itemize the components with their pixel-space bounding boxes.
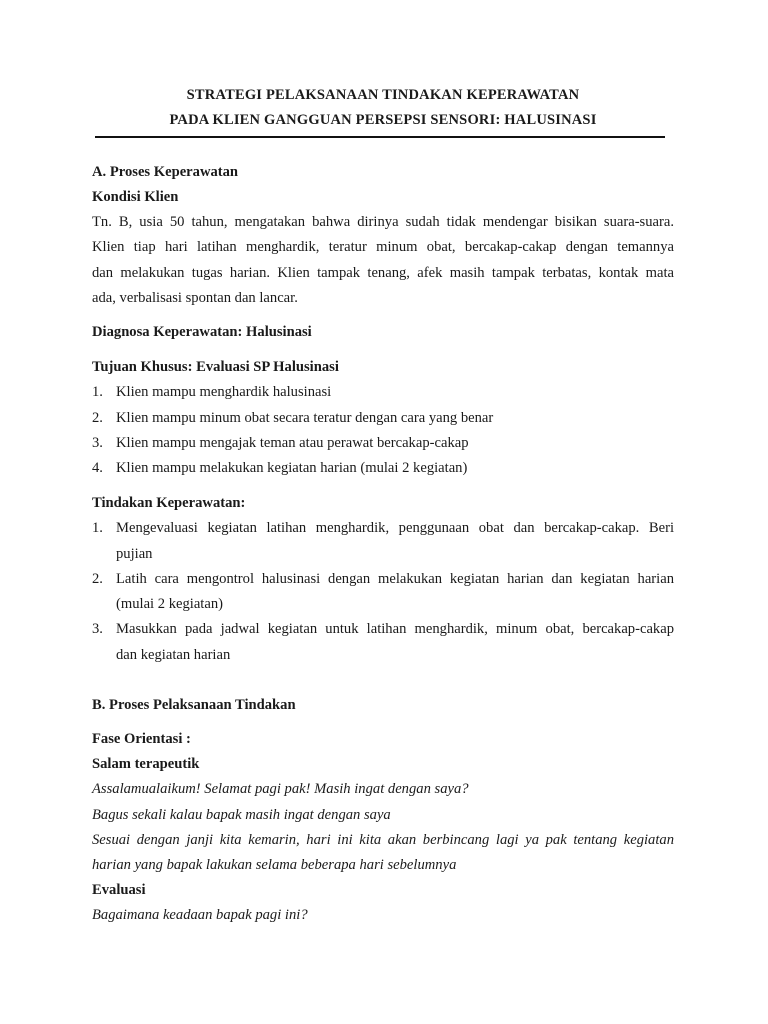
list-number: 2. <box>92 410 103 426</box>
tindakan-item-1-continuation: pujian <box>116 546 153 562</box>
list-item-text: Masukkan pada jadwal kegiatan untuk latihan menghardik, minum obat, bercakap-cakap <box>116 621 674 637</box>
document-title-line-1: STRATEGI PELAKSANAAN TINDAKAN KEPERAWATAN <box>186 87 580 103</box>
list-item-text: Klien mampu menghardik halusinasi <box>116 384 332 400</box>
document-title-line-2: PADA KLIEN GANGGUAN PERSEPSI SENSORI: HALUSINASI <box>169 112 597 128</box>
section-a-heading: A. Proses Keperawatan <box>92 164 239 180</box>
list-number: 1. <box>92 384 103 400</box>
tujuan-heading: Tujuan Khusus: Evaluasi SP Halusinasi <box>92 359 339 375</box>
kondisi-line-3: dan melakukan tugas harian. Klien tampak tenang, afek masih tampak terbatas, kontak mata <box>92 265 674 281</box>
section-b-heading: B. Proses Pelaksanaan Tindakan <box>92 697 296 713</box>
list-number: 3. <box>92 621 103 637</box>
evaluasi-line: Bagaimana keadaan bapak pagi ini? <box>92 907 308 923</box>
list-item-text: Latih cara mengontrol halusinasi dengan melakukan kegiatan harian dan kegiatan harian <box>116 571 674 587</box>
list-item-text: Klien mampu minum obat secara teratur dengan cara yang benar <box>116 410 494 426</box>
salam-line-4: harian yang bapak lakukan selama beberapa hari sebelumnya <box>92 857 457 873</box>
list-number: 1. <box>92 520 103 536</box>
list-number: 3. <box>92 435 103 451</box>
salam-terapeutik-heading: Salam terapeutik <box>92 756 200 772</box>
list-item-text: Mengevaluasi kegiatan latihan menghardik, penggunaan obat dan bercakap-cakap. Beri <box>116 520 674 536</box>
list-number: 4. <box>92 460 103 476</box>
tindakan-item-3-continuation: dan kegiatan harian <box>116 647 231 663</box>
fase-orientasi-heading: Fase Orientasi : <box>92 731 191 747</box>
salam-line-1: Assalamualaikum! Selamat pagi pak! Masih ingat dengan saya? <box>92 781 469 797</box>
tindakan-item-2-continuation: (mulai 2 kegiatan) <box>116 596 223 612</box>
list-number: 2. <box>92 571 103 587</box>
title-divider <box>95 136 665 138</box>
list-item-text: Klien mampu melakukan kegiatan harian (mulai 2 kegiatan) <box>116 460 468 476</box>
kondisi-line-2: Klien tiap hari latihan menghardik, teratur minum obat, bercakap-cakap dengan temannya <box>92 239 674 255</box>
diagnosa-heading: Diagnosa Keperawatan: Halusinasi <box>92 324 312 340</box>
salam-line-2: Bagus sekali kalau bapak masih ingat dengan saya <box>92 807 391 823</box>
list-item-text: Klien mampu mengajak teman atau perawat bercakap-cakap <box>116 435 469 451</box>
kondisi-klien-heading: Kondisi Klien <box>92 189 179 205</box>
kondisi-line-1: Tn. B, usia 50 tahun, mengatakan bahwa dirinya sudah tidak mendengar bisikan suara-suara. <box>92 214 674 230</box>
kondisi-line-4: ada, verbalisasi spontan dan lancar. <box>92 290 298 306</box>
evaluasi-heading: Evaluasi <box>92 882 146 898</box>
tindakan-heading: Tindakan Keperawatan: <box>92 495 246 511</box>
salam-line-3: Sesuai dengan janji kita kemarin, hari ini kita akan berbincang lagi ya pak tentang kegiatan <box>92 832 674 848</box>
